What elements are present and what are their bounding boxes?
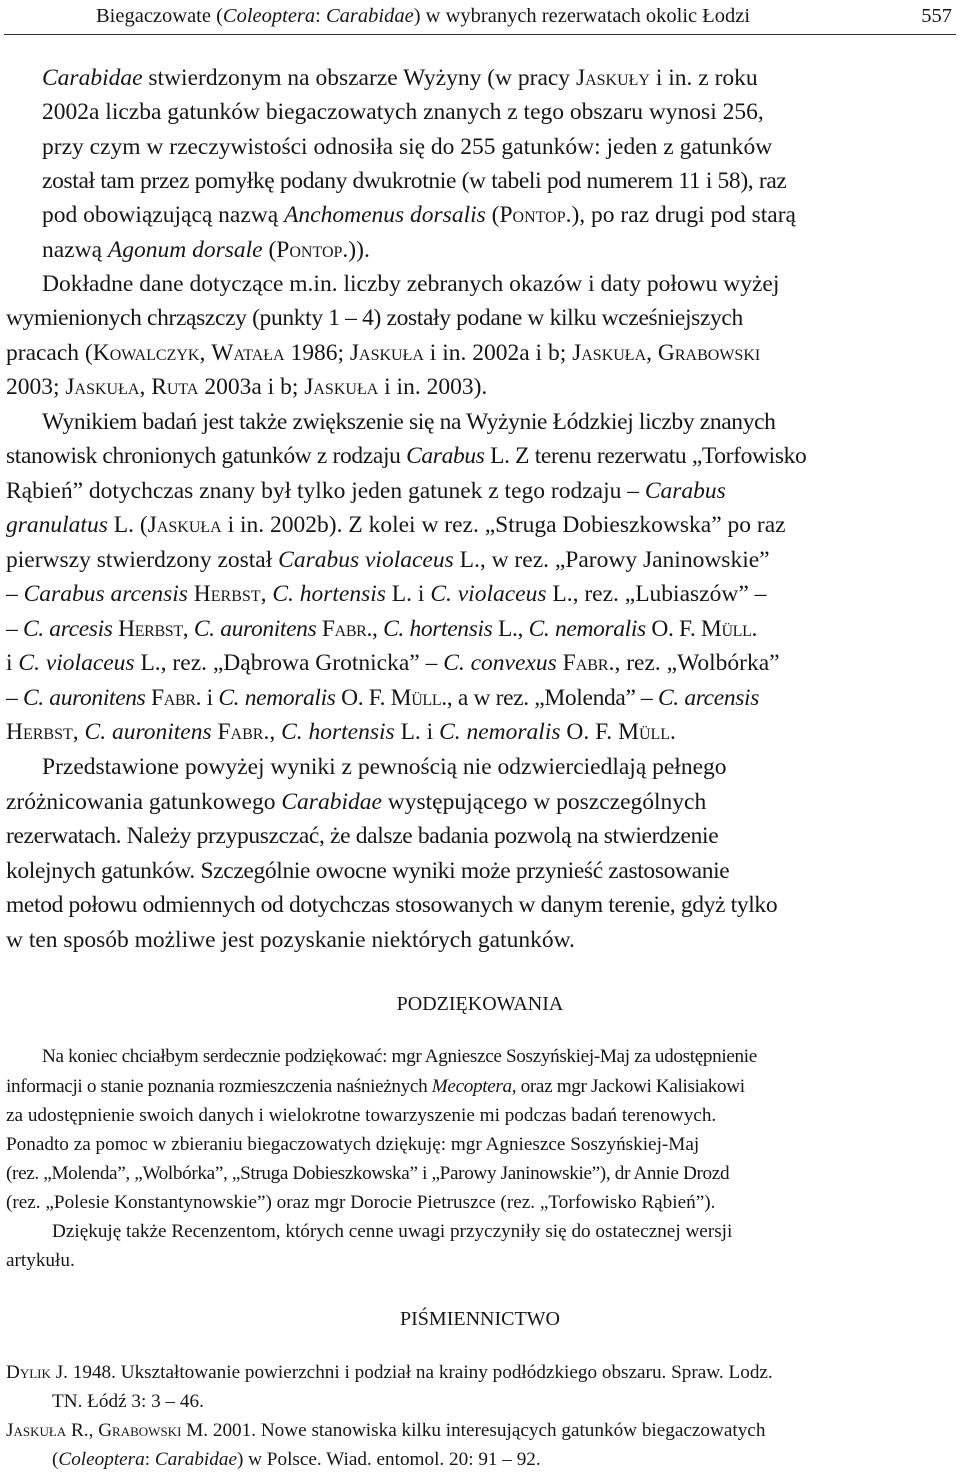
text-line: nazwą Agonum dorsale (Pontop.)). xyxy=(42,237,370,263)
text-line: – C. auronitens Fabr. i C. nemoralis O. F. Müll., a w rez. „Molenda” – C. arcensis xyxy=(6,685,760,711)
text-line: – C. arcesis Herbst, C. auronitens Fabr., C. hortensis L., C. nemoralis O. F. Müll. xyxy=(6,616,758,642)
reference-entry: Jaskuła R., Grabowski M. 2001. Nowe stanowiska kilku interesujących gatunków biegaczowatych xyxy=(6,1420,766,1441)
acknowledgements-heading: PODZIĘKOWANIA xyxy=(396,993,564,1015)
text-line: Ponadto za pomoc w zbieraniu biegaczowatych dziękuję: mgr Agnieszce Soszyńskiej-Maj xyxy=(6,1134,700,1155)
running-header xyxy=(0,2,960,32)
references-heading: PIŚMIENNICTWO xyxy=(400,1308,560,1330)
text-line: Na koniec chciałbym serdecznie podziękować: mgr Agnieszce Soszyńskiej-Maj za udostępnienie xyxy=(42,1046,757,1067)
running-title: Biegaczowate (Coleoptera: Carabidae) w wybranych rezerwatach okolic Łodzi xyxy=(96,5,751,27)
page-number: 557 xyxy=(921,5,952,27)
text-line: informacji o stanie poznania rozmieszczenia naśnieżnych Mecoptera, oraz mgr Jackowi Kalisiakowi xyxy=(6,1076,745,1097)
text-line: w ten sposób możliwe jest pozyskanie niektórych gatunków. xyxy=(6,927,575,953)
text-line: metod połowu odmiennych od dotychczas stosowanych w danym terenie, gdyż tylko xyxy=(6,892,778,918)
text-line: 2002a liczba gatunków biegaczowatych znanych z tego obszaru wynosi 256, xyxy=(42,99,764,125)
text-line: Dokładne dane dotyczące m.in. liczby zebranych okazów i daty połowu wyżej xyxy=(42,271,780,297)
reference-entry-cont: (Coleoptera: Carabidae) w Polsce. Wiad. entomol. 20: 91 – 92. xyxy=(52,1449,541,1470)
text-line: Dziękuję także Recenzentom, których cenne uwagi przyczyniły się do ostatecznej wersji xyxy=(52,1221,733,1242)
header-rule xyxy=(4,34,956,35)
reference-entry-cont: TN. Łódź 3: 3 – 46. xyxy=(52,1391,204,1412)
text-line: granulatus L. (Jaskuła i in. 2002b). Z kolei w rez. „Struga Dobieszkowska” po raz xyxy=(6,512,786,538)
text-line: wymienionych chrząszczy (punkty 1 – 4) zostały podane w kilku wcześniejszych xyxy=(6,305,743,331)
text-line: Carabidae stwierdzonym na obszarze Wyżyny (w pracy Jaskuły i in. z roku xyxy=(42,65,758,91)
text-line: Rąbień” dotychczas znany był tylko jeden gatunek z tego rodzaju – Carabus xyxy=(6,478,726,504)
text-line: został tam przez pomyłkę podany dwukrotnie (w tabeli pod numerem 11 i 58), raz xyxy=(42,168,787,194)
text-line: pierwszy stwierdzony został Carabus violaceus L., w rez. „Parowy Janinowskie” xyxy=(6,547,770,573)
text-line: rezerwatach. Należy przypuszczać, że dalsze badania pozwolą na stwierdzenie xyxy=(6,823,719,849)
text-line: 2003; Jaskuła, Ruta 2003a i b; Jaskuła i in. 2003). xyxy=(6,374,488,400)
text-line: (rez. „Polesie Konstantynowskie”) oraz mgr Dorocie Pietruszce (rez. „Torfowisko Rąbień”). xyxy=(6,1192,716,1213)
text-line: Herbst, C. auronitens Fabr., C. hortensis L. i C. nemoralis O. F. Müll. xyxy=(6,719,676,745)
text-line: pracach (Kowalczyk, Watała 1986; Jaskuła i in. 2002a i b; Jaskuła, Grabowski xyxy=(6,340,761,366)
text-line: – Carabus arcensis Herbst, C. hortensis L. i C. violaceus L., rez. „Lubiaszów” – xyxy=(6,581,767,607)
text-line: kolejnych gatunków. Szczególnie owocne wyniki może przynieść zastosowanie xyxy=(6,858,730,884)
text-line: i C. violaceus L., rez. „Dąbrowa Grotnicka” – C. convexus Fabr., rez. „Wolbórka” xyxy=(6,650,780,676)
text-line: przy czym w rzeczywistości odnosiła się do 255 gatunków: jeden z gatunków xyxy=(42,134,773,160)
text-line: pod obowiązującą nazwą Anchomenus dorsalis (Pontop.), po raz drugi pod starą xyxy=(42,202,796,228)
text-line: artykułu. xyxy=(6,1250,75,1271)
text-line: za udostępnienie swoich danych i wielokrotne towarzyszenie mi podczas badań terenowych. xyxy=(6,1105,717,1126)
text-line: Wynikiem badań jest także zwiększenie się na Wyżynie Łódzkiej liczby znanych xyxy=(42,409,776,435)
reference-entry: Dylik J. 1948. Ukształtowanie powierzchni i podział na krainy podłódzkiego obszaru. Spraw. Lodz. xyxy=(6,1362,773,1383)
text-line: stanowisk chronionych gatunków z rodzaju Carabus L. Z terenu rezerwatu „Torfowisko xyxy=(6,443,807,469)
text-line: (rez. „Molenda”, „Wolbórka”, „Struga Dobieszkowska” i „Parowy Janinowskie”), dr Annie Drozd xyxy=(6,1163,730,1184)
text-line: Przedstawione powyżej wyniki z pewnością nie odzwierciedlają pełnego xyxy=(42,754,727,780)
text-line: zróżnicowania gatunkowego Carabidae występującego w poszczególnych xyxy=(6,789,707,815)
